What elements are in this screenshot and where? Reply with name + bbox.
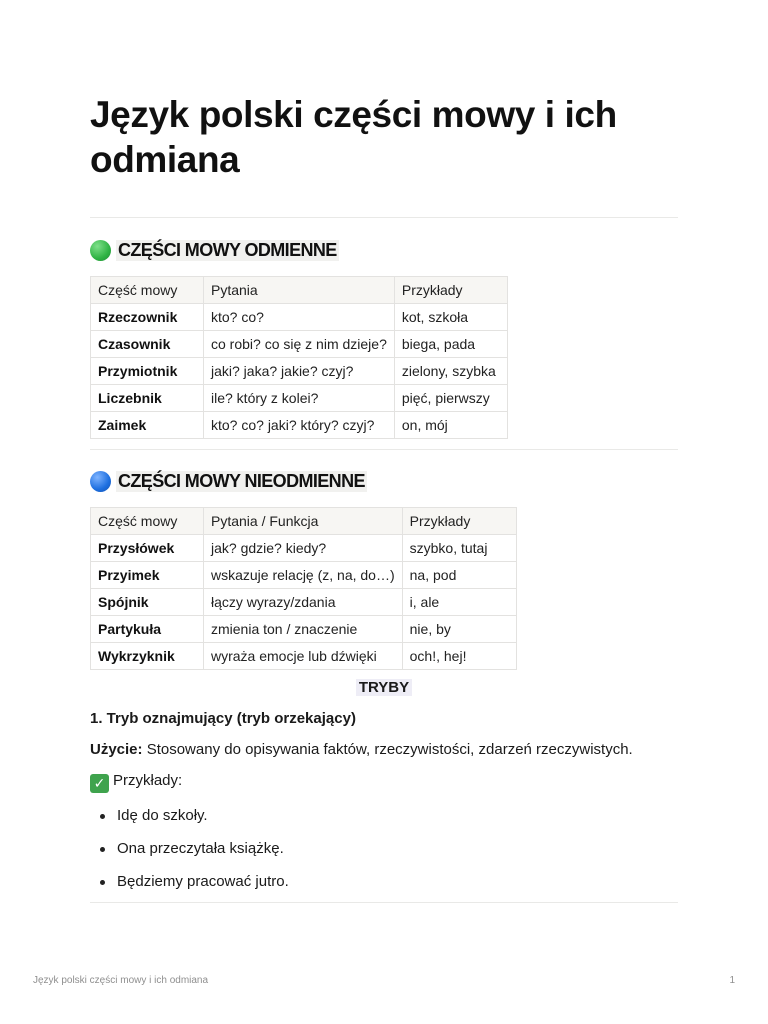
table-cell: Zaimek [91, 412, 204, 439]
table-cell: Liczebnik [91, 385, 204, 412]
table-row [91, 331, 508, 358]
blue-circle-icon [90, 471, 111, 492]
check-mark-icon: ✓ [90, 774, 109, 793]
page-title: Język polski części mowy i ich odmiana [90, 94, 617, 180]
section-heading-nieodmienne-text: CZĘŚCI MOWY NIEODMIENNE [118, 470, 365, 491]
green-circle-icon [90, 240, 111, 261]
table-cell: kto? co? [204, 304, 395, 331]
table-cell: zielony, szybka [394, 358, 507, 385]
table-row [91, 616, 517, 643]
table-cell: Rzeczownik [91, 304, 204, 331]
table-nieodmienne [90, 507, 517, 670]
divider [90, 217, 678, 218]
table-cell: Czasownik [91, 331, 204, 358]
table-cell: wyraża emocje lub dźwięki [204, 643, 403, 670]
table-header-cell: Część mowy [91, 508, 204, 535]
table-header-row [91, 508, 517, 535]
table-header-cell: Przykłady [402, 508, 516, 535]
section-heading-odmienne-text: CZĘŚCI MOWY ODMIENNE [118, 239, 337, 260]
list-item: Ona przeczytała książkę. [90, 839, 678, 859]
table-cell: Partykuła [91, 616, 204, 643]
list-item: Będziemy pracować jutro. [90, 872, 678, 892]
table-cell: ile? który z kolei? [204, 385, 395, 412]
examples-label: Przykłady: [113, 772, 183, 789]
examples-label-line [90, 771, 678, 793]
divider [90, 449, 678, 450]
table-header-cell: Pytania / Funkcja [204, 508, 403, 535]
table-cell: i, ale [402, 589, 516, 616]
table-cell: kto? co? jaki? który? czyj? [204, 412, 395, 439]
list-item: Idę do szkoły. [90, 806, 678, 826]
document-content [90, 92, 678, 903]
table-cell: och!, hej! [402, 643, 516, 670]
table-cell: Wykrzyknik [91, 643, 204, 670]
usage-text: Stosowany do opisywania faktów, rzeczywistości, zdarzeń rzeczywistych. [142, 741, 633, 758]
table-cell: Przysłówek [91, 535, 204, 562]
table-row [91, 412, 508, 439]
footer-doc-title: Język polski części mowy i ich odmiana [33, 975, 209, 986]
table-cell: pięć, pierwszy [394, 385, 507, 412]
footer-page-number: 1 [729, 975, 735, 986]
usage-paragraph [90, 740, 678, 760]
table-row [91, 385, 508, 412]
table-cell: Spójnik [91, 589, 204, 616]
table-row [91, 358, 508, 385]
section-heading-nieodmienne [90, 469, 678, 493]
table-cell: Przyimek [91, 562, 204, 589]
divider [90, 902, 678, 903]
table-cell: szybko, tutaj [402, 535, 516, 562]
table-cell: zmienia ton / znaczenie [204, 616, 403, 643]
tryby-heading-text: TRYBY [356, 679, 412, 696]
table-cell: nie, by [402, 616, 516, 643]
table-cell: wskazuje relację (z, na, do…) [204, 562, 403, 589]
table-cell: Przymiotnik [91, 358, 204, 385]
table-row [91, 304, 508, 331]
table-cell: na, pod [402, 562, 516, 589]
tryby-heading [90, 678, 678, 698]
examples-list [90, 806, 678, 892]
table-row [91, 562, 517, 589]
table-odmienne [90, 276, 508, 439]
table-cell: jak? gdzie? kiedy? [204, 535, 403, 562]
table-row [91, 643, 517, 670]
table-header-row [91, 277, 508, 304]
table-cell: co robi? co się z nim dzieje? [204, 331, 395, 358]
tryb-subheading: 1. Tryb oznajmujący (tryb orzekający) [90, 710, 356, 727]
table-cell: kot, szkoła [394, 304, 507, 331]
table-header-cell: Część mowy [91, 277, 204, 304]
section-heading-odmienne [90, 238, 678, 262]
table-row [91, 589, 517, 616]
table-cell: jaki? jaka? jakie? czyj? [204, 358, 395, 385]
table-header-cell: Przykłady [394, 277, 507, 304]
table-header-cell: Pytania [204, 277, 395, 304]
usage-label: Użycie: [90, 741, 143, 758]
table-cell: biega, pada [394, 331, 507, 358]
table-row [91, 535, 517, 562]
table-cell: on, mój [394, 412, 507, 439]
table-cell: łączy wyrazy/zdania [204, 589, 403, 616]
